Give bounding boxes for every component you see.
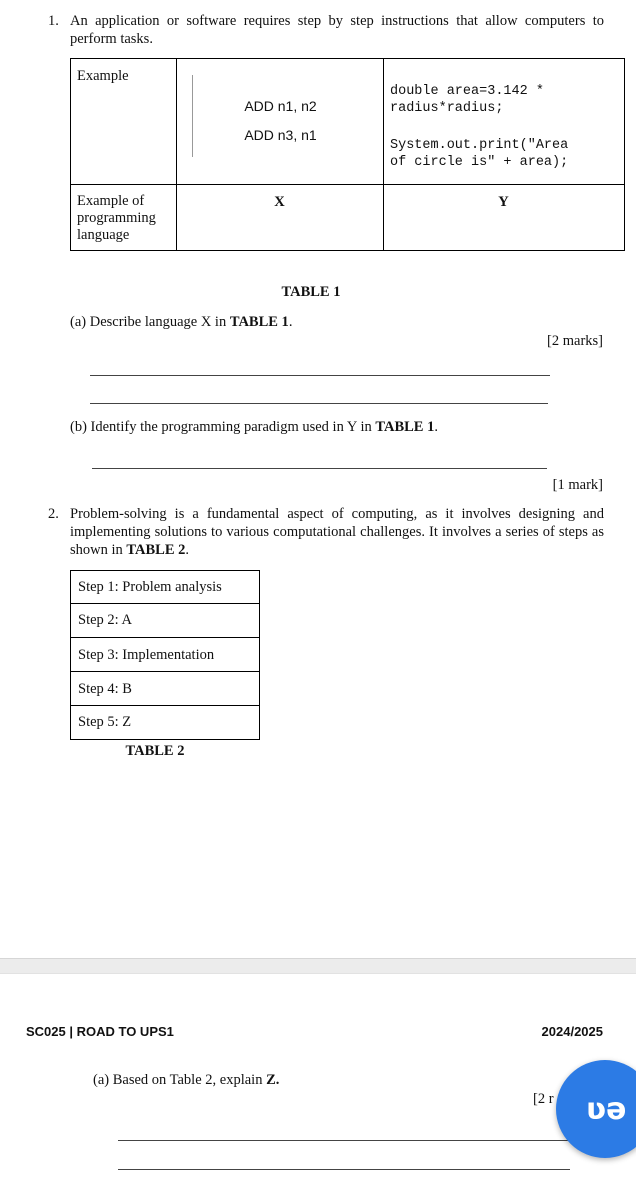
question-2-text [70, 505, 604, 559]
answer-line [118, 1169, 570, 1170]
q1-part-a-label: (a) [70, 314, 87, 330]
question-1-number: 1. [48, 13, 59, 29]
handwriting-fab-button[interactable] [556, 1060, 636, 1158]
table-1-left-border [70, 58, 71, 250]
q1-part-a-text: Describe language X in [89, 314, 230, 330]
table-1-row-divider [70, 184, 625, 185]
cursor-bar [192, 75, 193, 157]
page-header-left: SC025 | ROAD TO UPS1 [26, 1024, 174, 1039]
table-1-row2-header: Example of programming language [77, 193, 156, 243]
answer-line [118, 1140, 568, 1141]
page-header-right: 2024/2025 [541, 1024, 603, 1039]
p2-part-a-question [93, 1071, 279, 1089]
answer-line [90, 403, 548, 404]
q1-part-a-question [70, 313, 292, 331]
step-3: Step 3: Implementation [78, 647, 215, 663]
question-1-text: An application or software requires step by step instructions that allow computers to perform tasks. [70, 13, 604, 47]
step-4: Step 4: B [78, 681, 132, 697]
table-1-col-divider-1 [176, 58, 177, 250]
table-1-bottom-border [70, 250, 625, 251]
q1-part-a-period: . [288, 314, 293, 330]
p2-part-a-marks: [2 r [533, 1091, 554, 1107]
x-example-line2: ADD n3, n1 [244, 127, 317, 143]
step-1: Step 1: Problem analysis [78, 579, 222, 595]
handwriting-icon: ʋə [586, 1091, 627, 1127]
question-2-table-ref: TABLE 2 [126, 542, 186, 558]
table-1-top-border [70, 58, 625, 59]
p2-part-a-bold: Z. [266, 1072, 280, 1088]
table-1-row1-header: Example [77, 68, 129, 84]
answer-line [90, 375, 550, 376]
answer-line [92, 468, 547, 469]
p2-part-a-label: (a) [93, 1072, 110, 1088]
q1-part-b-marks: [1 mark] [552, 477, 603, 493]
table-1-right-border [624, 58, 625, 250]
table-2-caption: TABLE 2 [125, 743, 185, 759]
q1-part-b-period: . [434, 419, 438, 435]
x-label: X [274, 194, 285, 210]
y-label: Y [498, 194, 509, 210]
y-example-code2: System.out.print("Area of circle is" + area); [390, 138, 569, 170]
x-example-line1: ADD n1, n2 [244, 98, 317, 114]
table-1-caption: TABLE 1 [281, 284, 341, 300]
step-2: Step 2: A [78, 612, 132, 628]
q1-part-b-label: (b) [70, 419, 87, 435]
question-2-body: Problem-solving is a fundamental aspect of computing, as it involves designing and implementing solutions to various computational challenges. It involves a series of steps as shown in [70, 506, 604, 558]
page-break [0, 958, 636, 974]
q1-part-a-marks: [2 marks] [547, 333, 603, 349]
q1-part-b-question [70, 418, 438, 436]
q1-part-b-table-ref: TABLE 1 [375, 419, 435, 435]
question-2-number: 2. [48, 506, 59, 522]
question-2-period: . [185, 542, 189, 558]
table-1-col-divider-2 [383, 58, 384, 250]
y-example-code1: double area=3.142 * radius*radius; [390, 84, 544, 116]
q1-part-b-text: Identify the programming paradigm used in Y in [90, 419, 376, 435]
q1-part-a-table-ref: TABLE 1 [229, 314, 289, 330]
p2-part-a-text: Based on Table 2, explain [112, 1072, 267, 1088]
step-5: Step 5: Z [78, 714, 132, 730]
